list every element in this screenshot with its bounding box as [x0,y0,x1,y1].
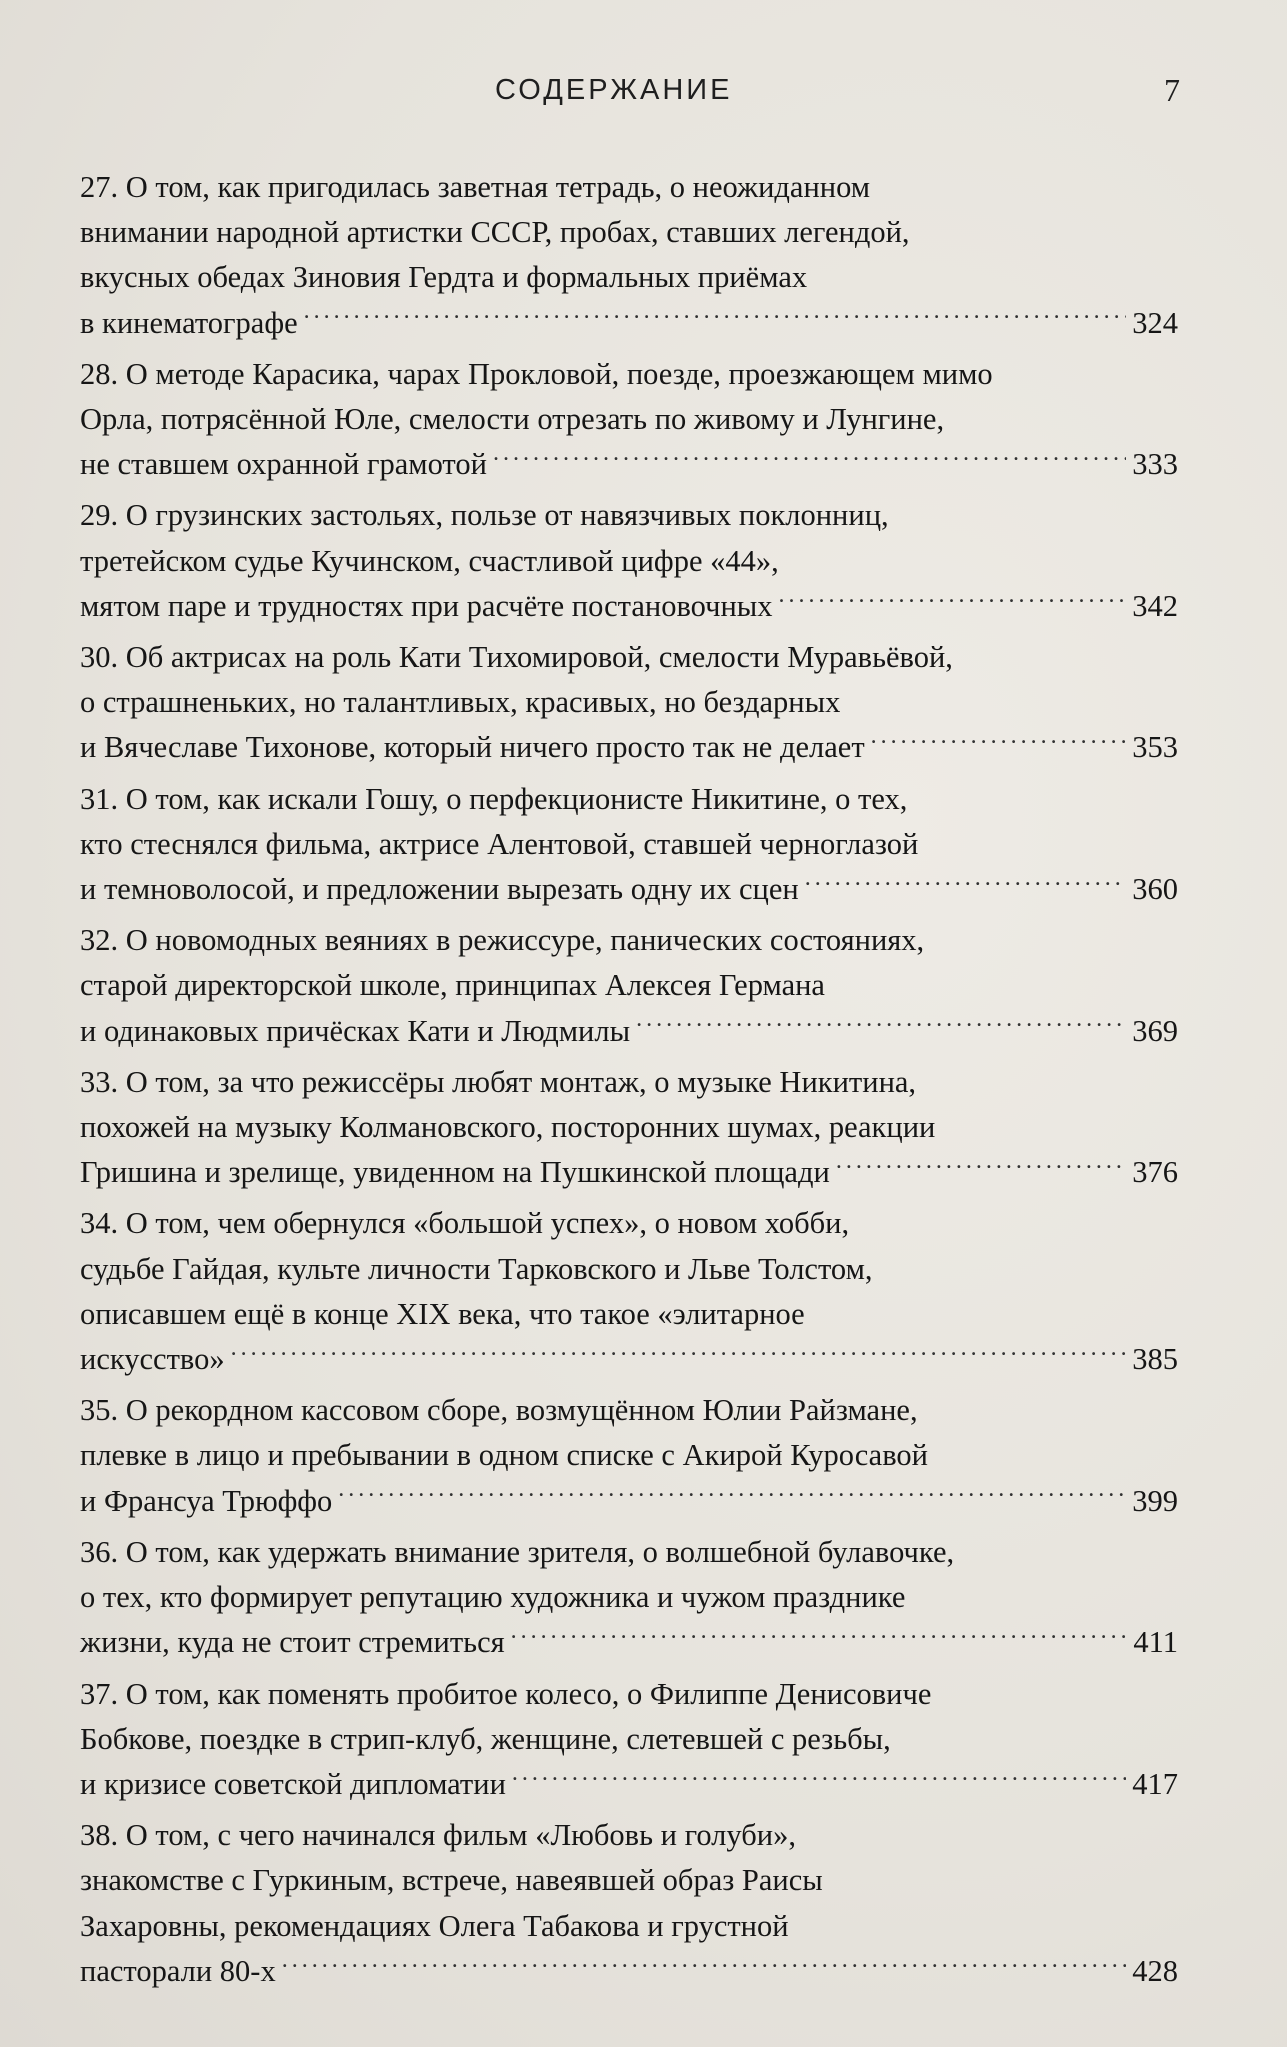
toc-entry-last-line [80,725,1178,770]
toc-page-number: 417 [1132,1766,1178,1801]
dot-leader [779,585,1127,616]
toc-entry-line: 35. О рекордном кассовом сборе, возмущённом Юлии Райзмане, [80,1393,918,1428]
toc-page-number: 353 [1132,730,1178,765]
toc-entry [80,1201,1178,1382]
toc-entry-line: жизни, куда не стоит стремиться [80,1625,505,1660]
dot-leader [338,1480,1126,1511]
toc-entry-last-line [80,301,1178,346]
toc-page-number: 376 [1132,1155,1178,1190]
toc-entry [80,493,1178,629]
toc-entry-line: 33. О том, за что режиссёры любят монтаж, о музыке Никитина, [80,1064,917,1099]
toc-entry-line: и кризисе советской дипломатии [80,1766,506,1801]
toc-entry-line: третейском судье Кучинском, счастливой цифре «44», [80,543,779,578]
toc-entry-line: не ставшем охранной грамотой [80,447,487,482]
toc-entry [80,1060,1178,1196]
toc-entry-last-line [80,584,1178,629]
toc-entry-line: старой директорской школе, принципах Алексея Германа [80,968,825,1003]
toc-entry-last-line [80,867,1178,912]
toc-page-number: 411 [1133,1625,1178,1660]
toc-entry-line: и Вячеславе Тихонове, который ничего просто так не делает [80,730,865,765]
toc-entry-line: и одинаковых причёсках Кати и Людмилы [80,1013,631,1048]
toc-entry-last-line [80,1337,1178,1382]
dot-leader [511,1622,1128,1653]
toc-entry-line: вкусных обедах Зиновия Гердта и формальных приёмах [80,260,808,295]
toc-entry-line: похожей на музыку Колмановского, посторонних шумах, реакции [80,1110,936,1145]
toc-page-number: 399 [1132,1483,1178,1518]
toc-entry-line: 31. О том, как искали Гошу, о перфекционисте Никитине, о тех, [80,781,908,816]
toc-entry-line: 37. О том, как поменять пробитое колесо, о Филиппе Денисовиче [80,1676,932,1711]
toc-entry [80,777,1178,913]
dot-leader [231,1339,1127,1370]
toc-page-number: 342 [1132,588,1178,623]
toc-page-number: 385 [1132,1342,1178,1377]
toc-page-number: 428 [1132,1953,1178,1988]
toc-entry-line: 32. О новомодных веяниях в режиссуре, панических состояниях, [80,923,925,958]
toc-page-number: 369 [1132,1013,1178,1048]
dot-leader [304,302,1127,333]
toc-entry-line: и темноволосой, и предложении вырезать одну их сцен [80,872,799,907]
toc-entry-line: 27. О том, как пригодилась заветная тетрадь, о неожиданном [80,170,871,204]
toc-page-number: 333 [1132,447,1178,482]
toc-entry-last-line [80,1009,1178,1054]
toc-entry-line: знакомстве с Гуркиным, встрече, навеявшей образ Раисы [80,1863,823,1898]
toc-entry-line: Орла, потрясённой Юле, смелости отрезать по живому и Лунгине, [80,402,945,437]
toc-entry [80,1813,1178,1994]
dot-leader [493,444,1126,475]
toc-entry-last-line [80,1150,1178,1195]
toc-entry-last-line [80,1479,1178,1524]
page-title: СОДЕРЖАНИЕ [495,74,733,106]
dot-leader [512,1763,1126,1794]
toc-entry-line: Бобкове, поездке в стрип-клуб, женщине, слетевшей с резьбы, [80,1721,891,1756]
toc-page-number: 324 [1132,305,1178,340]
toc-entry-last-line [80,1949,1178,1994]
toc-entry-line: 36. О том, как удержать внимание зрителя, о волшебной булавочке, [80,1534,955,1569]
toc-entry-last-line [80,1762,1178,1807]
dot-leader [836,1152,1126,1183]
running-header [80,74,1180,114]
dot-leader [871,727,1127,758]
toc-entry [80,1530,1178,1666]
dot-leader [805,869,1127,900]
toc-entry-line: Гришина и зрелище, увиденном на Пушкинской площади [80,1155,830,1190]
toc-entry [80,635,1178,771]
dot-leader [636,1010,1126,1041]
toc-entry-line: описавшем ещё в конце XIX века, что такое «элитарное [80,1296,805,1331]
toc-entry-line: 38. О том, с чего начинался фильм «Любовь и голуби», [80,1818,796,1853]
table-of-contents [80,165,1178,2000]
toc-entry [80,918,1178,1054]
toc-entry-line: в кинематографе [80,305,298,340]
page-number: 7 [1164,72,1180,108]
toc-entry-line: 29. О грузинских застольях, пользе от навязчивых поклонниц, [80,498,889,533]
toc-entry-line: судьбе Гайдая, культе личности Тарковского и Льве Толстом, [80,1251,873,1286]
toc-entry-last-line [80,442,1178,487]
toc-entry-line: плевке в лицо и пребывании в одном списке с Акирой Куросавой [80,1438,928,1473]
toc-entry-line: Захаровны, рекомендациях Олега Табакова и грустной [80,1908,789,1943]
toc-entry-line: 34. О том, чем обернулся «большой успех», о новом хобби, [80,1206,850,1241]
toc-entry-line: мятом паре и трудностях при расчёте постановочных [80,588,773,623]
toc-entry-line: пасторали 80-х [80,1953,276,1988]
toc-entry [80,1388,1178,1524]
dot-leader [282,1950,1127,1981]
toc-entry-line: кто стеснялся фильма, актрисе Алентовой, ставшей черноглазой [80,826,919,861]
toc-entry-line: о тех, кто формирует репутацию художника и чужом празднике [80,1580,906,1615]
toc-entry-line: 30. Об актрисах на роль Кати Тихомировой, смелости Муравьёвой, [80,640,953,675]
toc-entry [80,1672,1178,1808]
toc-entry [80,165,1178,346]
toc-entry [80,352,1178,488]
toc-entry-line: 28. О методе Карасика, чарах Прокловой, поезде, проезжающем мимо [80,356,993,391]
toc-entry-line: и Франсуа Трюффо [80,1483,333,1518]
toc-entry-line: о страшненьких, но талантливых, красивых, но бездарных [80,685,841,720]
toc-entry-last-line [80,1620,1178,1665]
toc-entry-line: внимании народной артистки СССР, пробах, ставших легендой, [80,215,910,250]
toc-page-number: 360 [1132,872,1178,907]
toc-entry-line: искусство» [80,1342,225,1377]
